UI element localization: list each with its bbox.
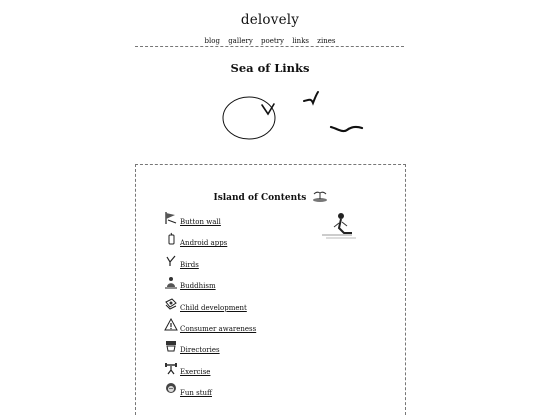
island-title-text: Island of Contents [213,193,307,203]
link-consumer-awareness[interactable]: Consumer awareness [180,324,257,333]
bird-icon [164,254,178,268]
nav-poetry[interactable]: poetry [261,37,284,45]
page-title: Sea of Links [230,61,310,75]
buddha-icon [164,275,178,289]
island-icon [312,190,328,202]
nav-zines[interactable]: zines [317,37,336,45]
bird-icon [304,92,318,103]
link-child-development[interactable]: Child development [180,303,247,312]
link-buddhism[interactable]: Buddhism [180,282,216,291]
flag-icon [164,211,178,225]
phone-icon [164,232,178,246]
island-title [136,190,405,203]
mermaid-icon [322,211,360,241]
nav-links[interactable]: links [292,37,310,45]
site-title[interactable]: delovely [240,12,300,28]
link-birds[interactable]: Birds [180,260,199,269]
book-icon [164,297,178,311]
sky-illustration [0,0,540,160]
nav-blog[interactable]: blog [204,37,220,45]
warning-icon [164,318,178,332]
link-fun-stuff[interactable]: Fun stuff [180,389,212,398]
link-android-apps[interactable]: Android apps [180,239,228,248]
bird-large-icon [331,127,362,131]
link-button-wall[interactable]: Button wall [180,218,221,226]
island-of-contents [135,164,406,415]
nav-gallery[interactable]: gallery [228,37,253,45]
sailor-icon [164,339,178,353]
monkey-icon [164,382,178,396]
link-directories[interactable]: Directories [180,346,220,355]
sun-circle [223,97,275,139]
link-exercise[interactable]: Exercise [180,367,211,376]
weights-icon [164,361,178,375]
